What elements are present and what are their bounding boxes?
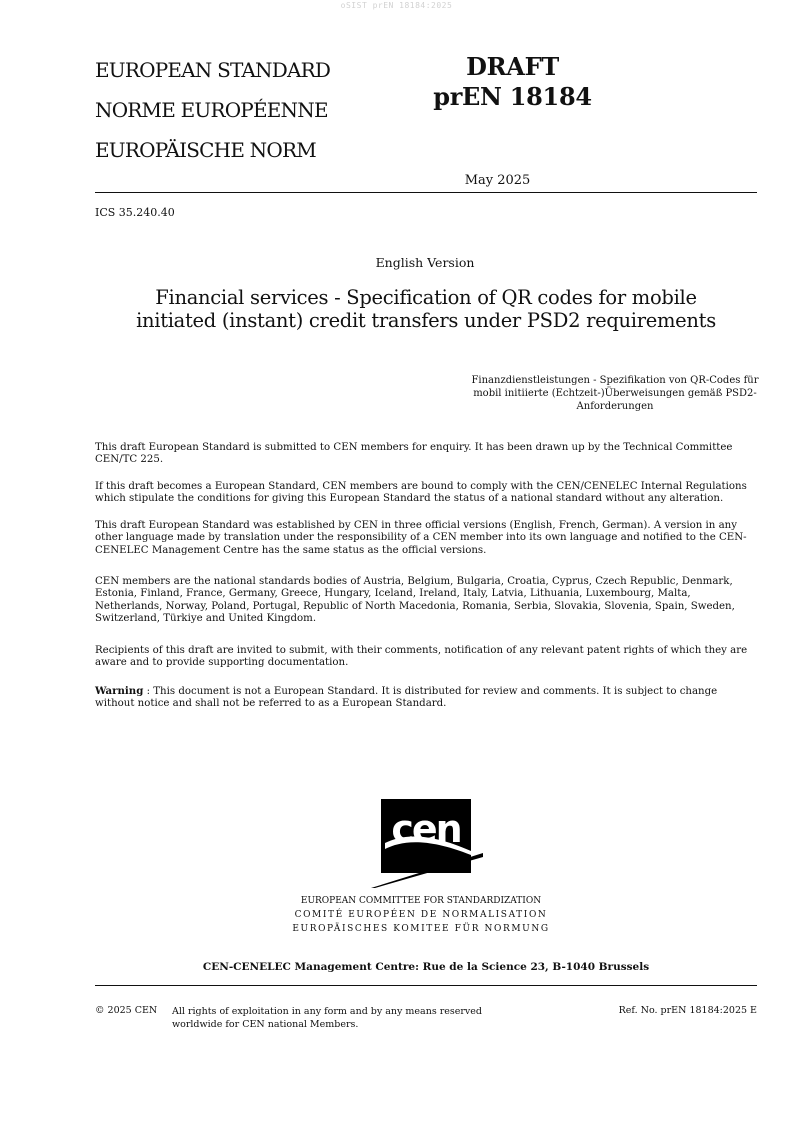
paragraph-compliance: If this draft becomes a European Standard, CEN members are bound to comply with the CEN/CENELEC Internal Regulations which stipulate the conditions for giving this European Standard the status of a national standard without any alteration.	[95, 481, 747, 505]
publication-date: May 2025	[464, 173, 531, 188]
paragraph-enquiry: This draft European Standard is submitted to CEN members for enquiry. It has been drawn up by the Technical Committee CEN/TC 225.	[95, 442, 733, 466]
draft-label: DRAFT	[466, 52, 559, 81]
org-name-french: COMITÉ EUROPÉEN DE NORMALISATION	[294, 910, 548, 920]
paragraph-members: CEN members are the national standards bodies of Austria, Belgium, Bulgaria, Croatia, Cyprus, Czech Republic, Denmark, Estonia, Finland, France, Germany, Greece, Hungary, Iceland, Ireland, Italy, Latvia, Lithuania, Luxembourg, Malta, Netherlands, Norway, Poland, Portugal, Republic of North Macedonia, Romania, Serbia, Slovakia, Slovenia, Spain, Sweden, Switzerland, Türkiye and United Kingdom.	[95, 576, 735, 625]
management-centre-address: CEN-CENELEC Management Centre: Rue de la Science 23, B-1040 Brussels	[202, 961, 650, 973]
warning-text: : This document is not a European Standard. It is distributed for review and comments. It is subject to change without notice and shall not be referred to as a European Standard.	[95, 686, 718, 710]
org-name-english: EUROPEAN COMMITTEE FOR STANDARDIZATION	[300, 896, 542, 906]
watermark: oSIST prEN 18184:2025	[340, 1, 453, 10]
german-title: Finanzdienstleistungen - Spezifikation von QR-Codes für mobil initiierte (Echtzeit-)Überweisungen gemäß PSD2-Anforderungen	[471, 375, 759, 412]
rights-statement: All rights of exploitation in any form and by any means reserved worldwide for CEN national Members.	[172, 1006, 483, 1030]
standard-name-french: NORME EUROPÉENNE	[95, 98, 328, 122]
warning-notice	[95, 685, 759, 711]
standard-name-english: EUROPEAN STANDARD	[95, 58, 331, 82]
paragraph-patents: Recipients of this draft are invited to submit, with their comments, notification of any relevant patent rights of which they are aware and to provide supporting documentation.	[95, 645, 748, 669]
standard-name-german: EUROPÄISCHE NORM	[95, 138, 316, 162]
document-title: Financial services - Specification of QR codes for mobile initiated (instant) credit transfers under PSD2 requirements	[136, 286, 716, 332]
copyright: © 2025 CEN	[95, 1005, 158, 1016]
org-name-german: EUROPÄISCHES KOMITEE FÜR NORMUNG	[292, 924, 550, 934]
paragraph-versions: This draft European Standard was established by CEN in three official versions (English, French, German). A version in any other language made by translation under the responsibility of a CEN member into its own language and notified to the CEN-CENELEC Management Centre has the same status as the official versions.	[95, 520, 747, 556]
ics-code: ICS 35.240.40	[95, 206, 175, 219]
cen-logo	[371, 799, 483, 893]
cen-logo-text: cen	[391, 807, 461, 851]
version-label: English Version	[375, 255, 475, 270]
footer-divider	[95, 985, 757, 986]
header-divider	[95, 192, 757, 193]
warning-label: Warning	[95, 685, 144, 697]
reference-number: Ref. No. prEN 18184:2025 E	[618, 1005, 757, 1016]
document-number: prEN 18184	[433, 82, 592, 111]
